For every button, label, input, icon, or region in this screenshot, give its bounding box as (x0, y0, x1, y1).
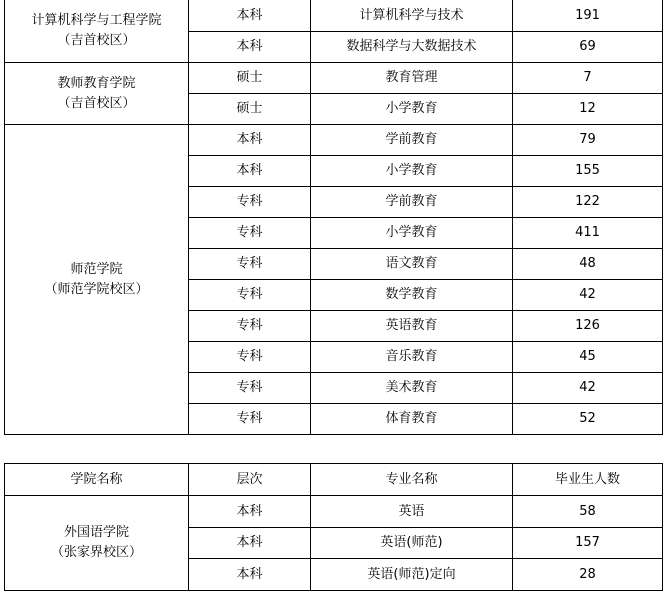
college-name-cell (5, 496, 189, 591)
level-cell: 本科 (189, 32, 311, 63)
header-level: 层次 (189, 464, 311, 496)
major-cell: 小学教育 (311, 94, 513, 125)
table-header-row (5, 464, 663, 496)
level-cell: 本科 (189, 125, 311, 156)
major-cell: 教育管理 (311, 63, 513, 94)
count-cell: 28 (513, 559, 663, 591)
level-cell: 专科 (189, 187, 311, 218)
major-cell: 语文教育 (311, 249, 513, 280)
level-cell: 专科 (189, 218, 311, 249)
header-major: 专业名称 (311, 464, 513, 496)
major-cell: 音乐教育 (311, 342, 513, 373)
count-cell: 52 (513, 404, 663, 435)
major-cell: 小学教育 (311, 156, 513, 187)
count-cell: 126 (513, 311, 663, 342)
major-cell: 英语 (311, 496, 513, 528)
count-cell: 58 (513, 496, 663, 528)
graduates-table-top (4, 0, 663, 435)
campus-name: （吉首校区） (57, 33, 136, 48)
major-cell: 计算机科学与技术 (311, 0, 513, 32)
count-cell: 48 (513, 249, 663, 280)
major-cell: 学前教育 (311, 125, 513, 156)
count-cell: 157 (513, 528, 663, 559)
college-name-cell (5, 0, 189, 63)
count-cell: 191 (513, 0, 663, 32)
table-row (5, 125, 663, 156)
major-cell: 小学教育 (311, 218, 513, 249)
count-cell: 42 (513, 280, 663, 311)
college-name-cell (5, 63, 189, 125)
level-cell: 本科 (189, 0, 311, 32)
header-count: 毕业生人数 (513, 464, 663, 496)
campus-name: （师范学院校区） (44, 281, 149, 297)
major-cell: 数据科学与大数据技术 (311, 32, 513, 63)
level-cell: 硕士 (189, 63, 311, 94)
table-row (5, 0, 663, 32)
table-row (5, 496, 663, 528)
college-name: 师范学院 (70, 261, 123, 277)
level-cell: 本科 (189, 496, 311, 528)
campus-name: （吉首校区） (57, 95, 136, 111)
count-cell: 411 (513, 218, 663, 249)
level-cell: 专科 (189, 373, 311, 404)
graduates-table-bottom (4, 463, 663, 591)
count-cell: 12 (513, 94, 663, 125)
level-cell: 专科 (189, 404, 311, 435)
major-cell: 英语教育 (311, 311, 513, 342)
college-name: 计算机科学与工程学院 (31, 13, 162, 28)
major-cell: 美术教育 (311, 373, 513, 404)
major-cell: 体育教育 (311, 404, 513, 435)
count-cell: 122 (513, 187, 663, 218)
count-cell: 69 (513, 32, 663, 63)
campus-name: （张家界校区） (50, 545, 142, 560)
major-cell: 英语(师范) (311, 528, 513, 559)
level-cell: 本科 (189, 528, 311, 559)
count-cell: 42 (513, 373, 663, 404)
count-cell: 155 (513, 156, 663, 187)
level-cell: 本科 (189, 156, 311, 187)
major-cell: 学前教育 (311, 187, 513, 218)
level-cell: 专科 (189, 249, 311, 280)
level-cell: 硕士 (189, 94, 311, 125)
level-cell: 专科 (189, 342, 311, 373)
level-cell: 专科 (189, 311, 311, 342)
major-cell: 数学教育 (311, 280, 513, 311)
college-name: 教师教育学院 (57, 75, 136, 91)
level-cell: 专科 (189, 280, 311, 311)
table-row (5, 63, 663, 94)
college-name-cell (5, 125, 189, 435)
count-cell: 45 (513, 342, 663, 373)
level-cell: 本科 (189, 559, 311, 591)
count-cell: 7 (513, 63, 663, 94)
header-college: 学院名称 (5, 464, 189, 496)
major-cell: 英语(师范)定向 (311, 559, 513, 591)
college-name: 外国语学院 (63, 525, 129, 540)
count-cell: 79 (513, 125, 663, 156)
